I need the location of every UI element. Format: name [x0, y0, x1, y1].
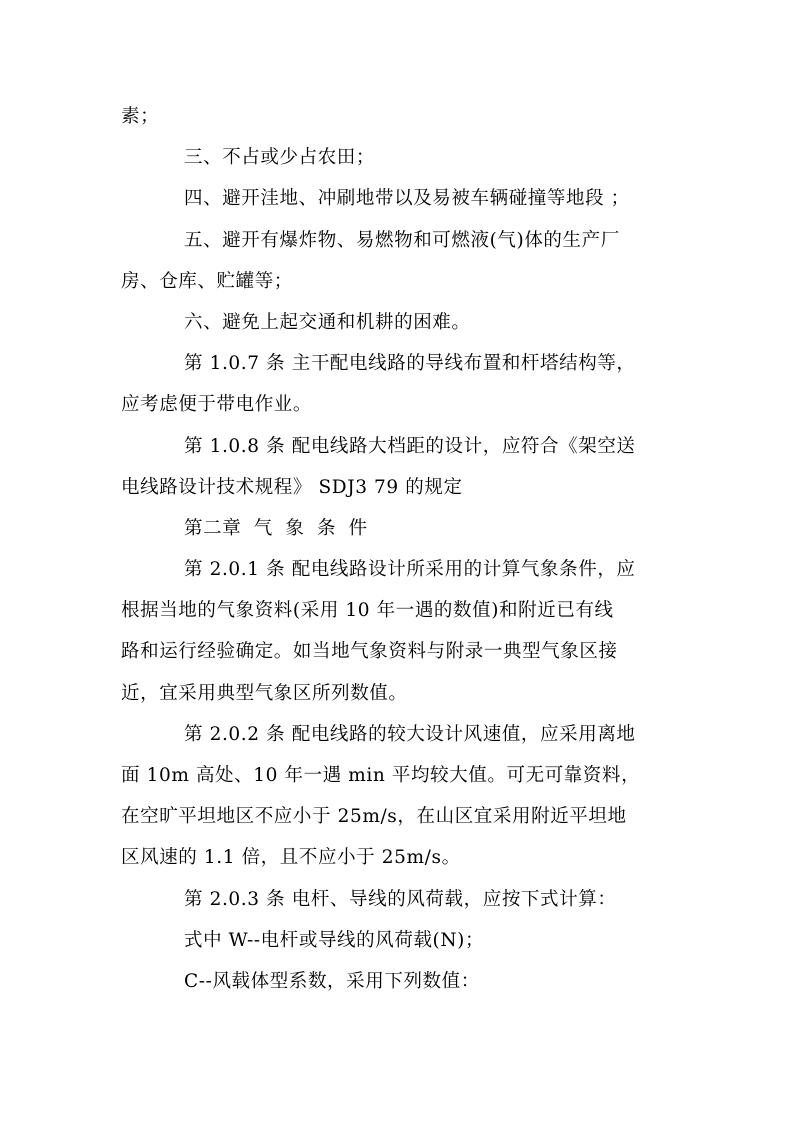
text-line: 面 10m 高处、10 年一遇 min 平均较大值。可无可靠资料， [121, 765, 641, 786]
document-body [121, 96, 677, 1002]
list-item-4: 四、避开洼地、冲刷地带以及易被车辆碰撞等地段 ； [184, 188, 630, 210]
list-item-3: 三、不占或少占农田； [184, 147, 376, 169]
text-line: 根据当地的气象资料(采用 10 年一遇的数值)和附近已有线 [121, 600, 614, 622]
clause-2-0-2: 第 2.0.2 条 配电线路的较大设计风速值，应采用离地 [184, 723, 636, 745]
text-line: 电线路设计技术规程》 SDJ3 79 的规定 [121, 476, 463, 498]
clause-1-0-7: 第 1.0.7 条 主干配电线路的导线布置和杆塔结构等， [184, 353, 636, 375]
text-line: 应考虑便于带电作业。 [121, 394, 313, 416]
clause-1-0-8: 第 1.0.8 条 配电线路大档距的设计，应符合《架空送 [184, 435, 636, 457]
text-line: 路和运行经验确定。如当地气象资料与附录一典型气象区接 [121, 641, 618, 663]
formula-definition: C--风载体型系数，采用下列数值： [184, 970, 480, 992]
text-line: 区风速的 1.1 倍，且不应小于 25m/s。 [121, 847, 461, 869]
text-line: 在空旷平坦地区不应小于 25m/s，在山区宜采用附近平坦地 [121, 806, 627, 828]
clause-2-0-3: 第 2.0.3 条 电杆、导线的风荷载，应按下式计算： [184, 888, 617, 910]
list-item-5: 五、避开有爆炸物、易燃物和可燃液(气)体的生产厂 [184, 229, 620, 251]
clause-2-0-1: 第 2.0.1 条 配电线路设计所采用的计算气象条件，应 [184, 559, 636, 581]
chapter-heading: 第二章 气 象 条 件 [184, 517, 368, 539]
text-line: 近，宜采用典型气象区所列数值。 [121, 682, 408, 704]
text-line: 房、仓库、贮罐等； [121, 270, 293, 292]
formula-definition: 式中 W--电杆或导线的风荷载(N)； [184, 929, 485, 951]
text-line: 素； [121, 106, 160, 127]
list-item-6: 六、避免上起交通和机耕的困难。 [184, 311, 471, 333]
